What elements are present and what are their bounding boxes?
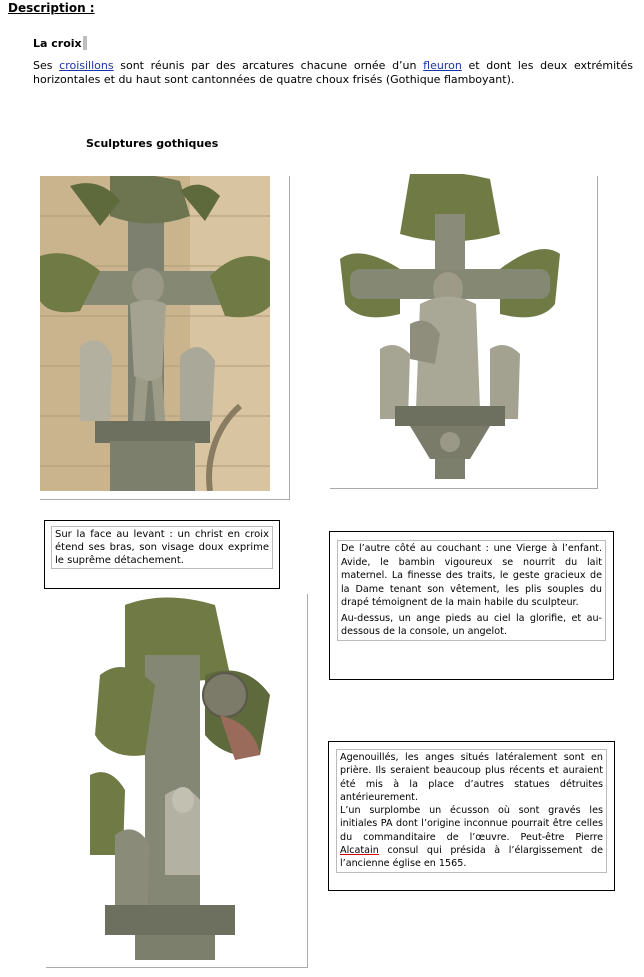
text-cursor <box>83 36 87 50</box>
sculptures-heading: Sculptures gothiques <box>86 137 219 150</box>
intro-text: Ses <box>33 59 60 72</box>
caption-text: Sur la face au levant : un christ en croix étend ses bras, son visage doux exprime le suprême détachement. <box>55 529 269 566</box>
caption-text: De l’autre côté au couchant : une Vierge à l’enfant. Avide, le bambin vigoureux se nourrit du lait maternel. La finesse des traits, le geste gracieux de la Dame tenant son vêtement, les plis souples du drapé témoignent de la main habile du sculpteur. <box>341 543 602 608</box>
christ-crucifix-photo <box>40 176 270 491</box>
caption-anges <box>328 741 615 891</box>
caption-text: Au-dessus, un ange pieds au ciel la glorifie, et au-dessous de la console, un angelot. <box>341 612 602 637</box>
caption-christ-levant <box>44 520 280 589</box>
caption-text: consul qui présida à l’élargissement de l’ancienne église en 1565. <box>340 845 603 870</box>
intro-paragraph <box>33 59 633 87</box>
anges-ecusson-photo <box>85 595 290 960</box>
section-title-text: La croix <box>33 37 82 50</box>
intro-text: sont réunis par des arcatures chacune ornée d’un <box>113 59 424 72</box>
misspelled-name: Alcatain <box>340 845 379 857</box>
fleuron-link[interactable]: fleuron <box>423 59 462 72</box>
caption-text: L’un surplombe un écusson où sont gravés les initiales PA dont l’origine inconnue pourrait être celles du commanditaire de l’œuvre. Peut-être Pierre <box>340 805 603 843</box>
section-title-la-croix <box>33 36 87 50</box>
intro-text: et dont les deux extrémités horizontales et du haut sont cantonnées de quatre choux frisés (Gothique flamboyant). <box>33 59 633 86</box>
vierge-enfant-photo <box>340 174 560 479</box>
description-heading: Description : <box>8 1 95 15</box>
croisillons-link[interactable]: croisillons <box>59 59 114 72</box>
caption-vierge-couchant <box>329 531 614 680</box>
caption-text: Agenouillés, les anges situés latéralement sont en prière. Ils seraient beaucoup plus récents et auraient été mis à la place d’autres statues détruites antérieurement. <box>340 752 603 803</box>
